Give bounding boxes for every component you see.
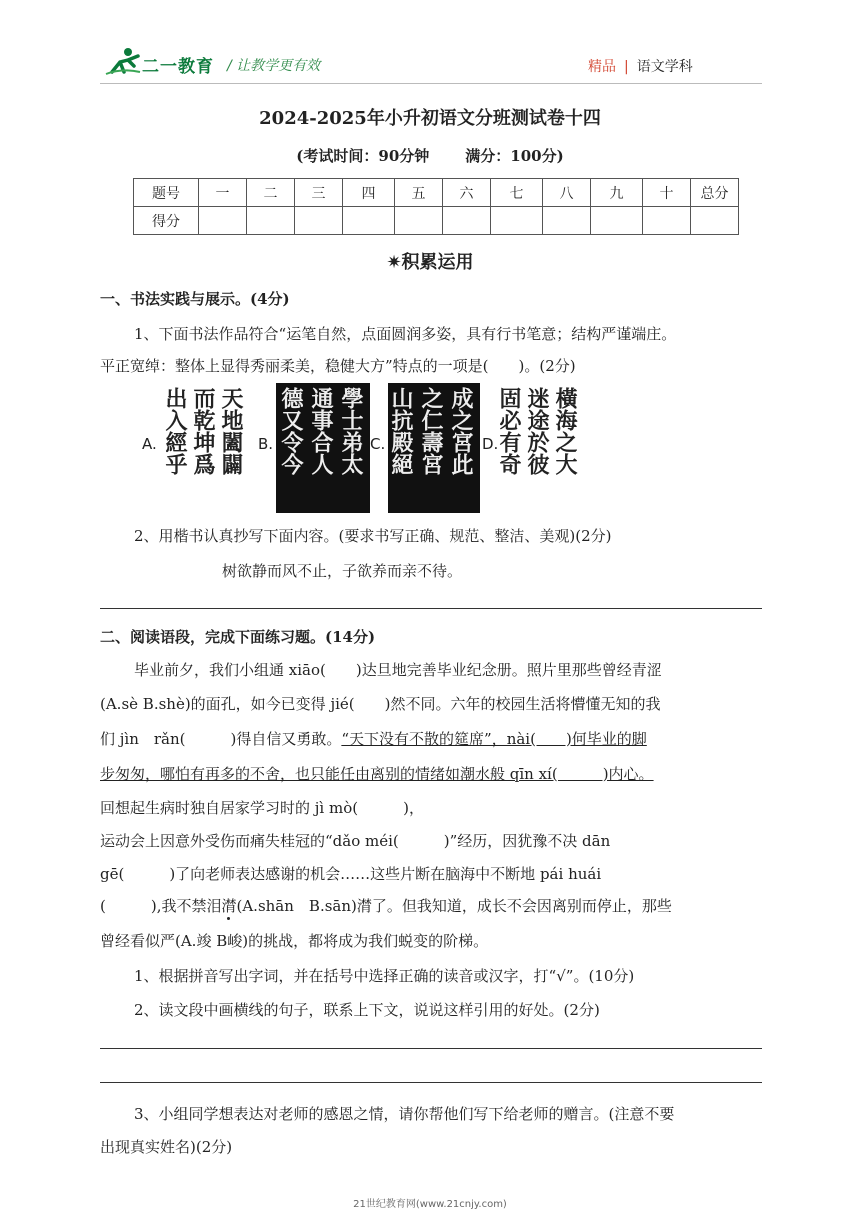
q2-item2: 2、读文段中画横线的句子，联系上下文，说说这样引用的好处。(2分) [134, 1001, 600, 1019]
tag-quality: 精品 [588, 59, 616, 75]
table-cell: 四 [343, 179, 395, 207]
callig-col: 天地闔闢 [218, 387, 244, 475]
underlined-sentence: “天下没有不散的筵席”，nài( )何毕业的脚 [341, 730, 647, 748]
table-header-row [134, 179, 739, 207]
emphasis-char: 潸 [221, 897, 237, 915]
callig-col: 固必有奇 [496, 387, 522, 475]
passage-text: (A.shān B.sān)潸了。但我知道，成长不会因离别而停止，那些 [236, 897, 672, 915]
q1-item2: 2、用楷书认真抄写下面内容。(要求书写正确、规范、整洁、美观)(2分) [134, 527, 612, 545]
score-cell[interactable] [395, 207, 443, 235]
table-cell: 总分 [691, 179, 739, 207]
q2-item3-line2: 出现真实姓名)(2分) [100, 1138, 233, 1156]
callig-col: 迷途於彼 [524, 387, 550, 475]
logo-runner-icon [104, 46, 142, 78]
q1-item1-line1: 1、下面书法作品符合“运笔自然，点面圆润多姿，具有行书笔意；结构严谨端庄。 [134, 325, 677, 343]
passage-line: gē( )了向老师表达感谢的机会……这些片断在脑海中不断地 pái huái [100, 865, 602, 883]
slogan: / 让教学更有效 [227, 58, 321, 74]
underlined-sentence: 步匆匆，哪怕有再多的不舍，也只能任由离别的情绪如潮水般 qīn xí( )内心。 [100, 765, 654, 783]
passage-line: 曾经看似严(A.竣 B峻)的挑战，都将成为我们蜕变的阶梯。 [100, 932, 489, 950]
q1-title: 一、书法实践与展示。(4分) [100, 290, 290, 308]
passage-line [100, 729, 647, 749]
table-cell: 二 [247, 179, 295, 207]
passage-text: 们 jìn rǎn( )得自信又勇敢。 [100, 730, 342, 748]
score-cell[interactable] [199, 207, 247, 235]
score-cell[interactable] [691, 207, 739, 235]
answer-line[interactable] [100, 608, 762, 609]
passage-text: ( ),我不禁泪 [100, 897, 222, 915]
footer: 21世纪教育网(www.21cnjy.com) [353, 1199, 507, 1210]
callig-col: 成之宮此 [448, 387, 474, 475]
option-c[interactable] [370, 383, 482, 513]
q2-title: 二、阅读语段，完成下面练习题。(14分) [100, 628, 376, 646]
callig-col: 學士弟太 [338, 387, 364, 475]
q2-item1: 1、根据拼音写出字词，并在括号中选择正确的读音或汉字，打“√”。(10分) [134, 967, 635, 985]
q1-item1-line2: 平正宽绰：整体上显得秀丽柔美，稳健大方”特点的一项是( )。(2分) [100, 357, 576, 375]
answer-line[interactable] [100, 1082, 762, 1083]
table-cell: 题号 [134, 179, 199, 207]
score-cell[interactable] [295, 207, 343, 235]
exam-time: (考试时间：90分钟 [296, 147, 430, 165]
score-cell[interactable] [643, 207, 691, 235]
q2-item3-line1: 3、小组同学想表达对老师的感恩之情，请你帮他们写下给老师的赠言。(注意不要 [134, 1105, 675, 1123]
score-table [133, 178, 739, 235]
table-cell: 八 [543, 179, 591, 207]
score-cell[interactable] [343, 207, 395, 235]
table-cell: 得分 [134, 207, 199, 235]
callig-col: 橫海之大 [552, 387, 578, 475]
option-b[interactable] [258, 383, 370, 513]
callig-col: 而乾坤爲 [190, 387, 216, 475]
table-score-row [134, 207, 739, 235]
table-cell: 六 [443, 179, 491, 207]
answer-line[interactable] [100, 1048, 762, 1049]
passage-line: 毕业前夕，我们小组通 xiāo( )达旦地完善毕业纪念册。照片里那些曾经青涩 [134, 661, 662, 679]
tag-subject: 语文学科 [636, 59, 693, 75]
q1-item2-text: 树欲静而风不止，子欲养而亲不待。 [222, 562, 463, 580]
exam-info [0, 145, 860, 166]
option-letter: C. [370, 435, 386, 453]
score-cell[interactable] [491, 207, 543, 235]
option-letter: D. [482, 435, 499, 453]
option-letter: B. [258, 435, 274, 453]
table-cell: 十 [643, 179, 691, 207]
callig-col: 通事合人 [308, 387, 334, 475]
header-divider [100, 83, 762, 84]
table-cell: 九 [591, 179, 643, 207]
table-cell: 七 [491, 179, 543, 207]
callig-col: 出入經乎 [162, 387, 188, 475]
score-cell[interactable] [543, 207, 591, 235]
score-cell[interactable] [591, 207, 643, 235]
callig-col: 山抗殿絕 [388, 387, 414, 475]
section-title: ✷积累运用 [386, 252, 474, 273]
table-cell: 一 [199, 179, 247, 207]
option-letter: A. [142, 435, 157, 453]
table-cell: 五 [395, 179, 443, 207]
option-d[interactable] [482, 383, 586, 513]
passage-line [100, 896, 672, 916]
passage-line: (A.sè B.shè)的面孔，如今已变得 jié( )然不同。六年的校园生活将懵懂无知的我 [100, 695, 661, 713]
passage-line: 回想起生病时独自居家学习时的 jì mò( )， [100, 799, 424, 817]
page-title: 2024-2025年小升初语文分班测试卷十四 [259, 108, 601, 129]
passage-line: 运动会上因意外受伤而痛失桂冠的“dǎo méi( )”经历，因犹豫不决 dān [100, 832, 611, 850]
logo-text: 二一教育 [142, 57, 214, 77]
header-tags: 精品 | 语文学科 [588, 59, 693, 75]
score-cell[interactable] [247, 207, 295, 235]
callig-col: 之仁壽宮 [418, 387, 444, 475]
table-cell: 三 [295, 179, 343, 207]
score-cell[interactable] [443, 207, 491, 235]
exam-score: 满分：100分) [465, 147, 564, 165]
option-a[interactable] [142, 383, 250, 513]
callig-col: 德又令今 [278, 387, 304, 475]
